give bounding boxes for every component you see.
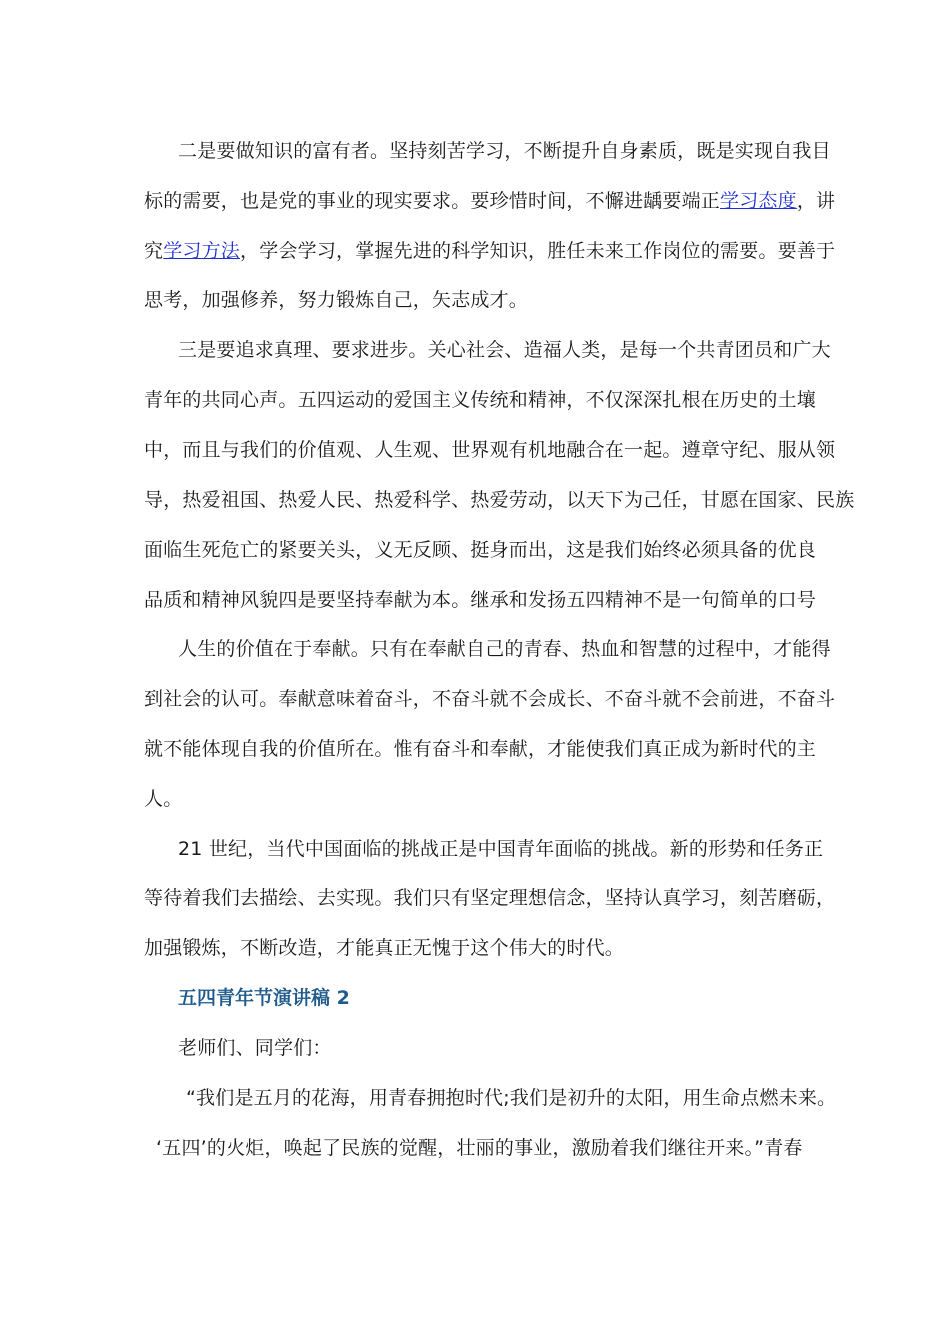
text-run: 标的需要，也是党的事业的现实要求。要珍惜时间，不懈进龋要端正 bbox=[144, 190, 721, 212]
text-run: ，学会学习，掌握先进的科学知识，胜任未来工作岗位的需要。要善于 bbox=[240, 240, 836, 262]
paragraph-line bbox=[144, 239, 836, 263]
section-heading: 五四青年节演讲稿 2 bbox=[178, 987, 350, 1009]
text-run: ，讲 bbox=[796, 190, 836, 212]
greeting: 老师们、同学们： bbox=[178, 1037, 332, 1059]
paragraph-line: 导，热爱祖国、热爱人民、热爱科学、热爱劳动，以天下为己任，甘愿在国家、民族 bbox=[144, 489, 855, 511]
paragraph-line: 中，而且与我们的价值观、人生观、世界观有机地融合在一起。遵章守纪、服从领 bbox=[144, 439, 836, 461]
paragraph-line: 品质和精神风貌四是要坚持奉献为本。继承和发扬五四精神不是一句简单的口号 bbox=[144, 589, 817, 611]
study-method-link[interactable]: 学习方法 bbox=[163, 240, 241, 262]
paragraph-line: “我们是五月的花海，用青春拥抱时代;我们是初升的太阳，用生命点燃未来。 bbox=[186, 1087, 837, 1109]
paragraph-line: 人。 bbox=[144, 788, 183, 810]
paragraph-line: 等待着我们去描绘、去实现。我们只有坚定理想信念，坚持认真学习，刻苦磨砺， bbox=[144, 887, 836, 909]
paragraph-line: 加强锻炼，不断改造，才能真正无愧于这个伟大的时代。 bbox=[144, 937, 625, 959]
paragraph-line: 三是要追求真理、要求进步。关心社会、造福人类，是每一个共青团员和广大 bbox=[178, 339, 831, 361]
text-run: 究 bbox=[144, 240, 164, 262]
paragraph-line: ‘五四’的火炬，唤起了民族的觉醒，壮丽的事业，激励着我们继往开来。”青春 bbox=[156, 1137, 803, 1159]
paragraph-line: 就不能体现自我的价值所在。惟有奋斗和奉献，才能使我们真正成为新时代的主 bbox=[144, 738, 817, 760]
paragraph-line: 人生的价值在于奉献。只有在奉献自己的青春、热血和智慧的过程中，才能得 bbox=[178, 638, 831, 660]
paragraph-line: 二是要做知识的富有者。坚持刻苦学习，不断提升自身素质，既是实现自我目 bbox=[178, 140, 831, 162]
paragraph-line: 21 世纪，当代中国面临的挑战正是中国青年面临的挑战。新的形势和任务正 bbox=[178, 838, 824, 860]
paragraph-line bbox=[144, 189, 836, 213]
study-attitude-link[interactable]: 学习态度 bbox=[720, 190, 797, 212]
paragraph-line: 思考，加强修养，努力锻炼自己，矢志成才。 bbox=[144, 289, 529, 311]
paragraph-line: 青年的共同心声。五四运动的爱国主义传统和精神，不仅深深扎根在历史的土壤 bbox=[144, 389, 817, 411]
paragraph-line: 面临生死危亡的紧要关头，义无反顾、挺身而出，这是我们始终必须具备的优良 bbox=[144, 539, 817, 561]
paragraph-line: 到社会的认可。奉献意味着奋斗，不奋斗就不会成长、不奋斗就不会前进，不奋斗 bbox=[144, 688, 836, 710]
